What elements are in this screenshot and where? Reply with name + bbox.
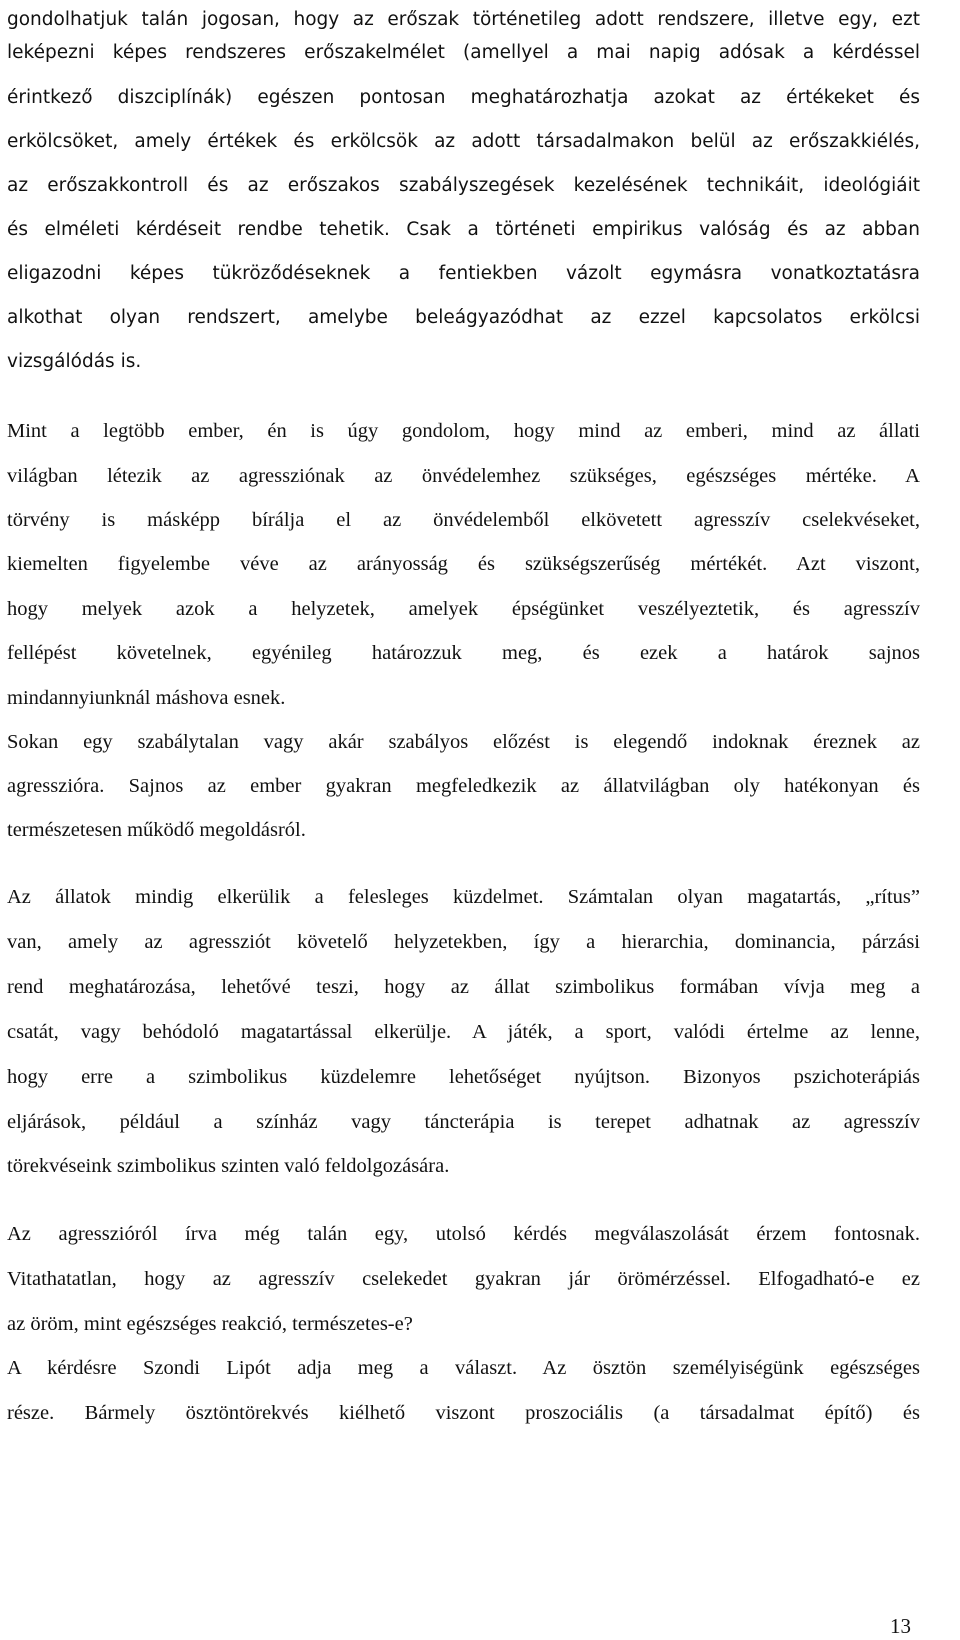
text-line: Az állatok mindig elkerülik a felesleges küzdelmet. Számtalan olyan magatartás, „rítus” (7, 886, 920, 908)
text-line: Mint a legtöbb ember, én is úgy gondolom, hogy mind az emberi, mind az állati (7, 420, 920, 442)
text-line: van, amely az agressziót követelő helyzetekben, így a hierarchia, dominancia, párzási (7, 931, 920, 953)
text-line: csatát, vagy behódoló magatartással elkerülje. A játék, a sport, valódi értelme az lenne, (7, 1021, 920, 1043)
text-line: agresszióra. Sajnos az ember gyakran megfeledkezik az állatvilágban oly hatékonyan és (7, 775, 920, 797)
text-line: fellépést követelnek, egyénileg határozzuk meg, és ezek a határok sajnos (7, 642, 920, 664)
text-line: A kérdésre Szondi Lipót adja meg a választ. Az ösztön személyiségünk egészséges (7, 1357, 920, 1379)
text-line: világban létezik az agressziónak az önvédelemhez szükséges, egészséges mértéke. A (7, 465, 920, 487)
text-line: hogy melyek azok a helyzetek, amelyek épségünket veszélyeztetik, és agresszív (7, 598, 920, 620)
text-line: eligazodni képes tükröződéseknek a fentiekben vázolt egymásra vonatkoztatásra (7, 263, 920, 284)
page-number: 13 (890, 1614, 911, 1638)
text-line: mindannyiunknál máshova esnek. (7, 687, 286, 709)
text-line: rend meghatározása, lehetővé teszi, hogy az állat szimbolikus formában vívja meg a (7, 976, 920, 998)
text-line: természetesen működő megoldásról. (7, 819, 306, 841)
text-line: erkölcsöket, amely értékek és erkölcsök az adott társadalmakon belül az erőszakkiélés, (7, 131, 920, 152)
text-line: Az agresszióról írva még talán egy, utolsó kérdés megválaszolását érzem fontosnak. (7, 1223, 920, 1245)
text-line: vizsgálódás is. (7, 351, 142, 372)
text-line: az öröm, mint egészséges reakció, természetes-e? (7, 1313, 413, 1335)
text-line: kiemelten figyelembe véve az arányosság és szükségszerűség mértékét. Azt viszont, (7, 553, 920, 575)
text-line: érintkező diszciplínák) egészen pontosan meghatározhatja azokat az értékeket és (7, 87, 920, 108)
text-line: az erőszakkontroll és az erőszakos szabályszegések kezelésének technikáit, ideológiáit (7, 175, 920, 196)
text-line: Vitathatatlan, hogy az agresszív cselekedet gyakran jár örömérzéssel. Elfogadható-e ez (7, 1268, 920, 1290)
text-line: törekvéseink szimbolikus szinten való feldolgozására. (7, 1155, 450, 1177)
text-line: Sokan egy szabálytalan vagy akár szabályos előzést is elegendő indoknak éreznek az (7, 731, 920, 753)
text-line: hogy erre a szimbolikus küzdelemre lehetőséget nyújtson. Bizonyos pszichoterápiás (7, 1066, 920, 1088)
text-line: eljárások, például a színház vagy táncterápia is terepet adhatnak az agresszív (7, 1111, 920, 1133)
text-line: leképezni képes rendszeres erőszakelmélet (amellyel a mai napig adósak a kérdéssel (7, 42, 920, 63)
text-line: gondolhatjuk talán jogosan, hogy az erőszak történetileg adott rendszere, illetve egy, ezt (7, 9, 920, 30)
text-line: alkothat olyan rendszert, amelybe beleágyazódhat az ezzel kapcsolatos erkölcsi (7, 307, 920, 328)
text-line: és elméleti kérdéseit rendbe tehetik. Csak a történeti empirikus valóság és az abban (7, 219, 920, 240)
text-line: törvény is másképp bírálja el az önvédelemből elkövetett agresszív cselekvéseket, (7, 509, 920, 531)
text-line: része. Bármely ösztöntörekvés kiélhető viszont proszociális (a társadalmat építő) és (7, 1402, 920, 1424)
